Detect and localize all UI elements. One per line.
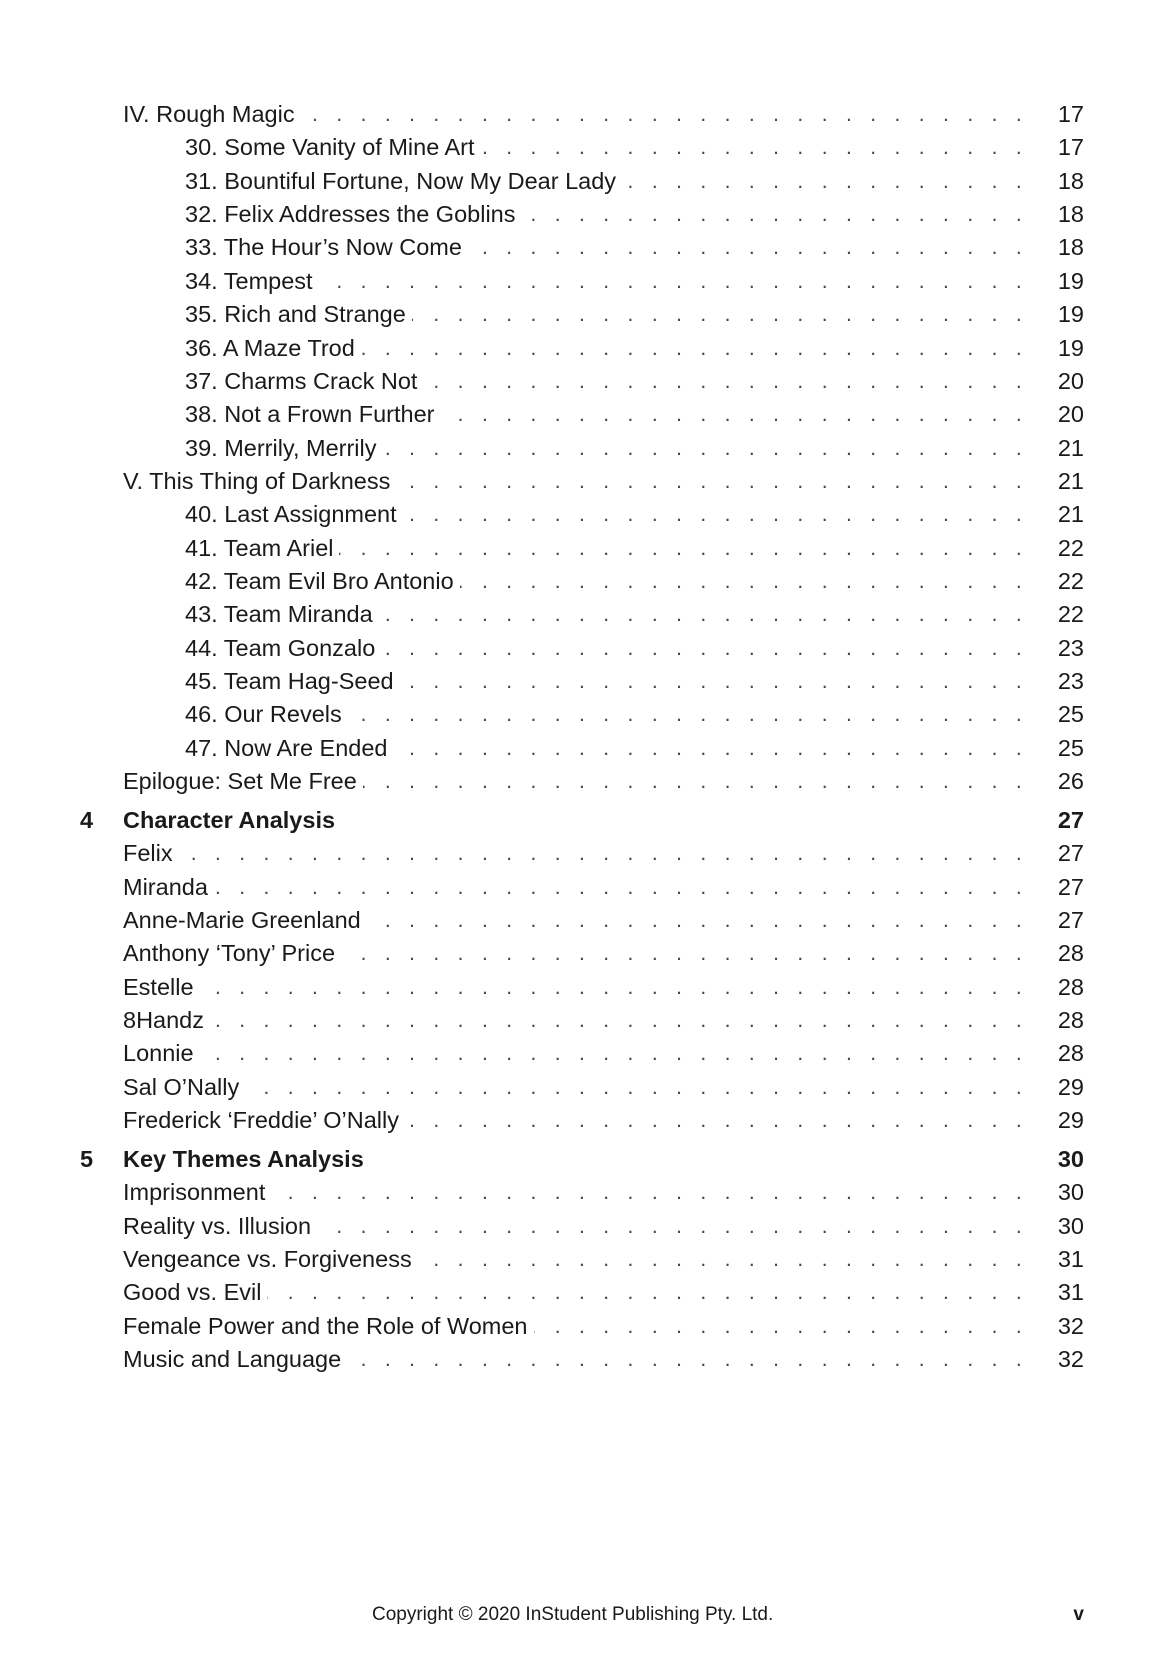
- toc-entry-title: V. This Thing of Darkness: [123, 465, 396, 498]
- toc-entry: [185, 365, 1084, 398]
- toc-entry-title: Music and Language: [123, 1343, 347, 1376]
- dot-leader: [214, 871, 1028, 904]
- toc-entry-title: Character Analysis: [123, 804, 341, 837]
- toc-entry-title: Key Themes Analysis: [123, 1143, 370, 1176]
- toc-page-number: 27: [1057, 840, 1084, 867]
- toc-entry-title: Female Power and the Role of Women: [123, 1310, 534, 1343]
- toc-entry: [185, 131, 1084, 164]
- toc-entry: [123, 937, 1084, 970]
- toc-page-number: 32: [1057, 1345, 1084, 1372]
- toc-page-number: 21: [1057, 467, 1084, 494]
- dot-leader: [423, 365, 1028, 398]
- toc-entry-title: 38. Not a Frown Further: [185, 398, 440, 431]
- page-footer: [0, 1604, 1166, 1634]
- toc-entry-title: 31. Bountiful Fortune, Now My Dear Lady: [185, 165, 622, 198]
- toc-entry: [123, 765, 1084, 798]
- toc-entry-title: 43. Team Miranda: [185, 598, 379, 631]
- toc-section-heading: [80, 804, 1084, 837]
- toc-page-number: 21: [1057, 501, 1084, 528]
- toc-page-number: 28: [1057, 1040, 1084, 1067]
- toc-entry-title: 37. Charms Crack Not: [185, 365, 423, 398]
- toc-entry-title: Good vs. Evil: [123, 1276, 267, 1309]
- toc-page-number: 23: [1057, 634, 1084, 661]
- toc-entry: [123, 837, 1084, 870]
- toc-entry-title: 36. A Maze Trod: [185, 332, 361, 365]
- toc-page-number: 20: [1057, 401, 1084, 428]
- toc-page-number: 31: [1057, 1279, 1084, 1306]
- toc-entry-title: Reality vs. Illusion: [123, 1210, 317, 1243]
- toc-entry: [123, 971, 1084, 1004]
- toc-page-number: 32: [1057, 1312, 1084, 1339]
- toc-entry-title: 33. The Hour’s Now Come: [185, 231, 468, 264]
- toc-entry-title: 42. Team Evil Bro Antonio: [185, 565, 460, 598]
- toc-entry-title: 30. Some Vanity of Mine Art: [185, 131, 481, 164]
- toc-entry: [123, 465, 1084, 498]
- toc-section-heading: [80, 1143, 1084, 1176]
- dot-leader: [200, 1037, 1028, 1070]
- dot-leader: [394, 732, 1029, 765]
- toc-entry-title: 32. Felix Addresses the Goblins: [185, 198, 521, 231]
- toc-entry: [185, 231, 1084, 264]
- toc-page-number: 17: [1057, 134, 1084, 161]
- toc-entry: [185, 498, 1084, 531]
- toc-entry-title: Miranda: [123, 871, 214, 904]
- dot-leader: [403, 498, 1028, 531]
- toc-page-number: 27: [1057, 806, 1084, 833]
- toc-entry: [185, 265, 1084, 298]
- toc-entry: [123, 1343, 1084, 1376]
- toc-section-number: 4: [80, 806, 94, 833]
- toc-entry: [185, 332, 1084, 365]
- toc-entry: [185, 165, 1084, 198]
- dot-leader: [440, 398, 1028, 431]
- dot-leader: [405, 1104, 1028, 1137]
- dot-leader: [200, 971, 1028, 1004]
- toc-entry: [185, 432, 1084, 465]
- toc-page-number: 25: [1057, 701, 1084, 728]
- dot-leader: [418, 1243, 1028, 1276]
- toc-entry-title: Anne-Marie Greenland: [123, 904, 367, 937]
- toc-entry-title: 45. Team Hag-Seed: [185, 665, 400, 698]
- dot-leader: [339, 532, 1028, 565]
- toc-entry: [185, 298, 1084, 331]
- dot-leader: [179, 837, 1028, 870]
- dot-leader: [245, 1071, 1028, 1104]
- dot-leader: [481, 131, 1028, 164]
- toc-entry-title: 39. Merrily, Merrily: [185, 432, 383, 465]
- dot-leader: [460, 565, 1028, 598]
- toc-entry-title: 46. Our Revels: [185, 698, 348, 731]
- toc-entry-title: 35. Rich and Strange: [185, 298, 412, 331]
- dot-leader: [367, 904, 1028, 937]
- toc-entry: [123, 1004, 1084, 1037]
- toc-entry: [185, 198, 1084, 231]
- toc-page-number: 28: [1057, 940, 1084, 967]
- dot-leader: [622, 165, 1028, 198]
- dot-leader: [379, 598, 1028, 631]
- dot-leader: [370, 1143, 1028, 1176]
- page-number: v: [1073, 1604, 1084, 1625]
- dot-leader: [267, 1276, 1028, 1309]
- toc-page-number: 20: [1057, 367, 1084, 394]
- toc-page-number: 22: [1057, 601, 1084, 628]
- toc-entry: [185, 598, 1084, 631]
- toc-entry: [185, 398, 1084, 431]
- dot-leader: [361, 332, 1028, 365]
- toc-page-number: 19: [1057, 301, 1084, 328]
- toc-entry-title: Lonnie: [123, 1037, 200, 1070]
- toc-page-number: 28: [1057, 973, 1084, 1000]
- toc-entry-title: Imprisonment: [123, 1176, 271, 1209]
- toc-page-number: 27: [1057, 906, 1084, 933]
- toc-page-number: 22: [1057, 534, 1084, 561]
- copyright-notice: Copyright © 2020 InStudent Publishing Pty. Ltd.: [372, 1604, 774, 1625]
- toc-page-number: 31: [1057, 1245, 1084, 1272]
- toc-entry-title: Vengeance vs. Forgiveness: [123, 1243, 418, 1276]
- toc-page-number: 22: [1057, 567, 1084, 594]
- toc-entry: [123, 1276, 1084, 1309]
- dot-leader: [341, 937, 1028, 970]
- toc-entry: [123, 1243, 1084, 1276]
- toc-section-number: 5: [80, 1145, 94, 1172]
- toc-page-number: 29: [1057, 1073, 1084, 1100]
- toc-entry-title: IV. Rough Magic: [123, 98, 301, 131]
- toc-page-number: 27: [1057, 873, 1084, 900]
- toc-entry-title: 40. Last Assignment: [185, 498, 403, 531]
- toc-entry-title: Frederick ‘Freddie’ O’Nally: [123, 1104, 405, 1137]
- dot-leader: [301, 98, 1028, 131]
- toc-entry: [185, 732, 1084, 765]
- toc-page-number: 29: [1057, 1107, 1084, 1133]
- toc-page-number: 28: [1057, 1007, 1084, 1033]
- dot-leader: [347, 1343, 1028, 1376]
- toc-entry: [123, 1210, 1084, 1243]
- dot-leader: [534, 1310, 1029, 1343]
- toc-entry: [123, 1071, 1084, 1104]
- toc-page-number: 19: [1057, 267, 1084, 294]
- toc-page-number: 18: [1057, 234, 1084, 261]
- dot-leader: [396, 465, 1028, 498]
- toc-page-number: 30: [1057, 1212, 1084, 1239]
- toc-page-number: 21: [1057, 434, 1084, 461]
- dot-leader: [363, 765, 1028, 798]
- toc-page-number: 17: [1057, 101, 1084, 127]
- toc-page-number: 30: [1057, 1179, 1084, 1206]
- toc-page-number: 26: [1057, 768, 1084, 794]
- dot-leader: [348, 698, 1028, 731]
- dot-leader: [400, 665, 1028, 698]
- toc-entry-title: 47. Now Are Ended: [185, 732, 394, 765]
- toc-entry: [123, 904, 1084, 937]
- dot-leader: [317, 1210, 1028, 1243]
- dot-leader: [521, 198, 1028, 231]
- toc-page-number: 25: [1057, 734, 1084, 761]
- dot-leader: [319, 265, 1028, 298]
- toc-entry-title: Felix: [123, 837, 179, 870]
- dot-leader: [210, 1004, 1028, 1037]
- toc-entry: [123, 1176, 1084, 1209]
- toc-entry-title: 8Handz: [123, 1004, 210, 1037]
- toc-entry-title: 44. Team Gonzalo: [185, 632, 381, 665]
- toc-entry: [185, 665, 1084, 698]
- toc-entry: [185, 565, 1084, 598]
- toc-entry: [123, 1310, 1084, 1343]
- toc-entry: [185, 698, 1084, 731]
- toc-entry-title: 41. Team Ariel: [185, 532, 339, 565]
- toc-page-number: 18: [1057, 167, 1084, 194]
- dot-leader: [271, 1176, 1028, 1209]
- dot-leader: [383, 432, 1029, 465]
- toc-entry: [123, 98, 1084, 131]
- toc-entry-title: Estelle: [123, 971, 200, 1004]
- toc-entry: [123, 1037, 1084, 1070]
- toc-entry-title: Anthony ‘Tony’ Price: [123, 937, 341, 970]
- dot-leader: [381, 632, 1028, 665]
- toc-entry-title: Sal O’Nally: [123, 1071, 245, 1104]
- toc-entry-title: Epilogue: Set Me Free: [123, 765, 363, 798]
- toc-entry: [185, 532, 1084, 565]
- toc-entry: [123, 1104, 1084, 1137]
- dot-leader: [468, 231, 1028, 264]
- toc-page-number: 23: [1057, 668, 1084, 694]
- dot-leader: [412, 298, 1028, 331]
- toc-page-number: 19: [1057, 334, 1084, 361]
- toc-entry-title: 34. Tempest: [185, 265, 319, 298]
- dot-leader: [341, 804, 1028, 837]
- toc-entry: [123, 871, 1084, 904]
- toc-page-number: 30: [1057, 1145, 1084, 1172]
- toc-page-number: 18: [1057, 201, 1084, 227]
- toc-entry: [185, 632, 1084, 665]
